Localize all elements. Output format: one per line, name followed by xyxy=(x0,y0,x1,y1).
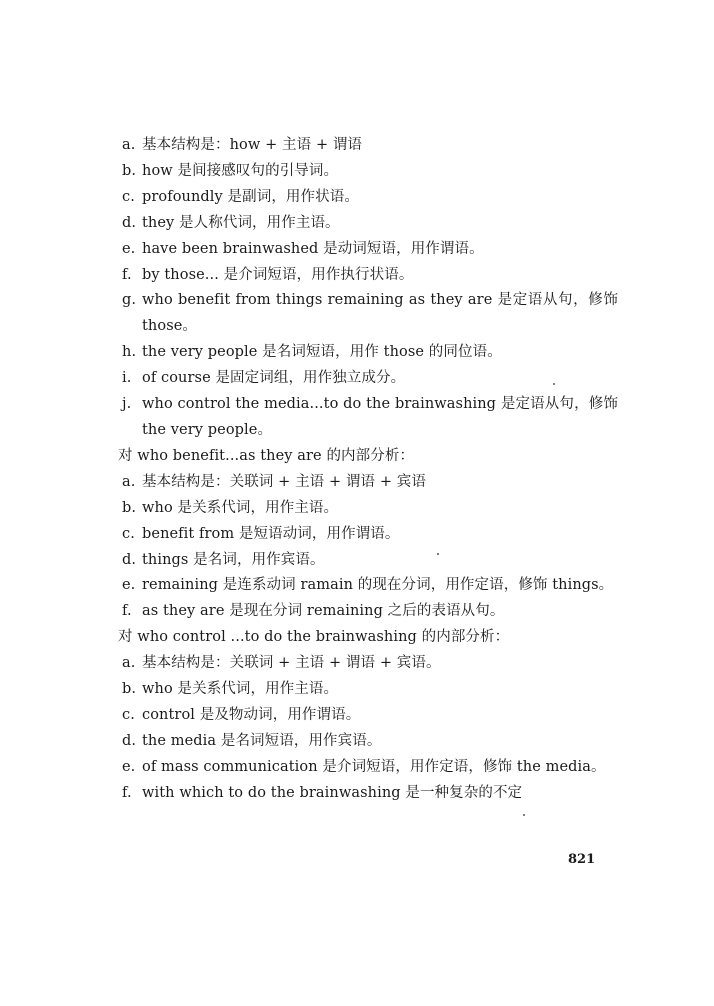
item-text: 基本结构是：关联词 + 主语 + 谓语 + 宾语 xyxy=(142,473,427,490)
item-letter: a. xyxy=(122,137,136,153)
item-letter: h. xyxy=(122,344,137,361)
list-item xyxy=(118,366,618,392)
item-text: have been brainwashed 是动词短语，用作谓语。 xyxy=(142,240,484,257)
list-item xyxy=(118,340,618,366)
item-text: as they are 是现在分词 remaining 之后的表语从句。 xyxy=(142,603,505,620)
item-text: who 是关系代词，用作主语。 xyxy=(142,681,339,698)
item-letter: f. xyxy=(122,603,132,620)
item-text: with which to do the brainwashing 是一种复杂的不定 xyxy=(142,784,523,801)
item-text: profoundly 是副词，用作状语。 xyxy=(142,188,359,205)
item-letter: d. xyxy=(122,732,137,749)
list-item xyxy=(118,211,618,237)
item-letter: j. xyxy=(122,396,132,413)
scan-speck xyxy=(553,383,555,385)
item-text: the media 是名词短语，用作宾语。 xyxy=(142,732,382,749)
item-text: control 是及物动词，用作谓语。 xyxy=(142,706,361,723)
section-heading: 对 who control ...to do the brainwashing 的内部分析： xyxy=(118,629,510,646)
list-item xyxy=(118,729,618,755)
item-letter: i. xyxy=(122,370,132,387)
item-letter: a. xyxy=(122,473,136,490)
list-item xyxy=(118,651,618,677)
item-text: who benefit from things remaining as they are 是定语从句，修饰 those。 xyxy=(142,292,618,335)
list-item xyxy=(118,133,618,159)
item-letter: d. xyxy=(122,551,137,568)
item-letter: d. xyxy=(122,214,137,231)
list-item xyxy=(118,599,618,625)
item-letter: e. xyxy=(122,577,136,594)
list-item xyxy=(118,496,618,522)
item-letter: e. xyxy=(122,240,136,257)
item-text: how 是间接感叹句的引导词。 xyxy=(142,162,339,179)
list-item xyxy=(118,548,618,574)
item-letter: c. xyxy=(122,525,135,542)
item-letter: c. xyxy=(122,188,135,205)
item-letter: b. xyxy=(122,499,137,516)
item-text: 基本结构是：关联词 + 主语 + 谓语 + 宾语。 xyxy=(142,655,441,672)
item-letter: a. xyxy=(122,655,136,672)
item-letter: b. xyxy=(122,162,137,179)
list-item xyxy=(118,392,618,444)
item-text: things 是名词，用作宾语。 xyxy=(142,551,325,568)
item-text: of mass communication 是介词短语，用作定语，修饰 the media。 xyxy=(142,758,606,775)
list-item xyxy=(118,677,618,703)
item-text: 基本结构是：how + 主语 + 谓语 xyxy=(142,137,363,153)
page-number: 821 xyxy=(568,852,596,867)
list-item xyxy=(118,470,618,496)
list-item xyxy=(118,522,618,548)
item-text: remaining 是连系动词 ramain 的现在分词，用作定语，修饰 things。 xyxy=(142,577,614,594)
item-text: of course 是固定词组，用作独立成分。 xyxy=(142,370,406,387)
item-letter: e. xyxy=(122,758,136,775)
item-text: who 是关系代词，用作主语。 xyxy=(142,499,339,516)
list-item xyxy=(118,263,618,289)
item-text: they 是人称代词，用作主语。 xyxy=(142,214,340,231)
section-heading: 对 who benefit...as they are 的内部分析： xyxy=(118,447,415,464)
item-letter: g. xyxy=(122,292,137,309)
list-item xyxy=(118,237,618,263)
list-item xyxy=(118,159,618,185)
scan-speck xyxy=(523,814,525,816)
list-item xyxy=(118,703,618,729)
item-letter: b. xyxy=(122,681,137,698)
item-text: the very people 是名词短语，用作 those 的同位语。 xyxy=(142,344,502,361)
item-text: benefit from 是短语动词，用作谓语。 xyxy=(142,525,400,542)
item-text: by those... 是介词短语，用作执行状语。 xyxy=(142,266,414,283)
scan-speck xyxy=(437,553,439,555)
list-item xyxy=(118,755,618,781)
list-item xyxy=(118,288,618,340)
list-item xyxy=(118,573,618,599)
analysis-text xyxy=(118,133,618,807)
list-item xyxy=(118,781,618,807)
item-letter: c. xyxy=(122,706,135,723)
item-letter: f. xyxy=(122,784,132,801)
list-item xyxy=(118,185,618,211)
item-letter: f. xyxy=(122,266,132,283)
item-text: who control the media...to do the brainwashing 是定语从句，修饰 the very people。 xyxy=(142,396,618,438)
